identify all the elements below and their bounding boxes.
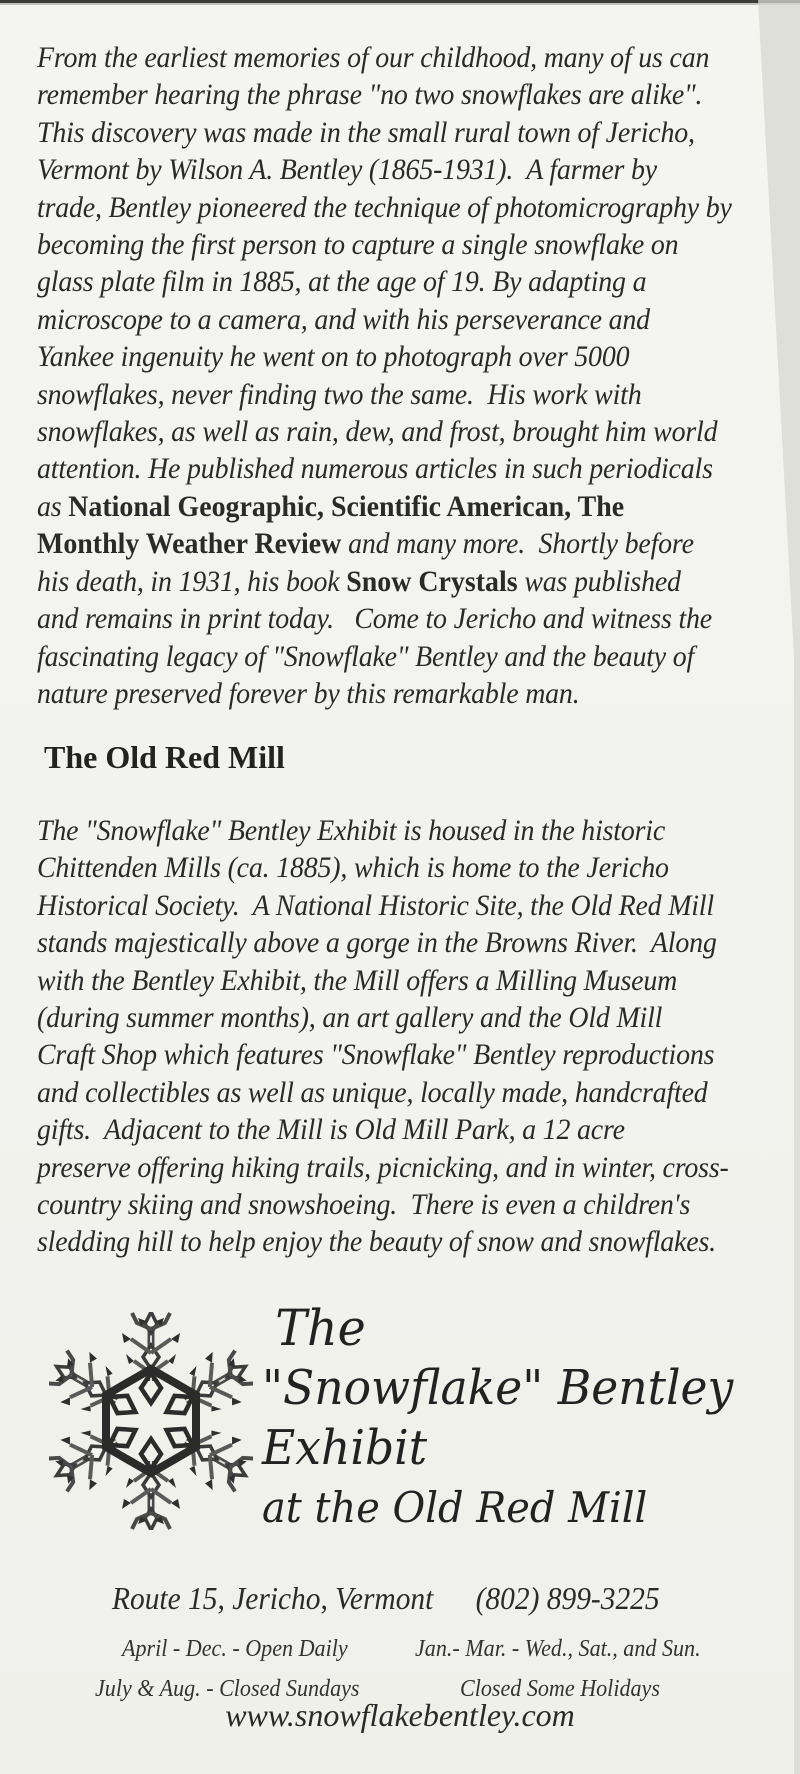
text-line: and remains in print today. Come to Jericho and witness the	[37, 602, 713, 636]
text-line: attention. He published numerous articles in such periodicals	[37, 452, 713, 486]
text-line: becoming the first person to capture a single snowflake on	[37, 228, 679, 262]
section-heading: The Old Red Mill	[44, 739, 285, 775]
text-line: country skiing and snowshoeing. There is even a children's	[37, 1188, 691, 1222]
text-line: Historical Society. A National Historic Site, the Old Red Mill	[37, 888, 714, 922]
text-line: This discovery was made in the small rural town of Jericho,	[37, 115, 695, 149]
title-line-exhibit: Exhibit	[262, 1420, 428, 1476]
hours-winter: Jan.- Mar. - Wed., Sat., and Sun.	[415, 1636, 701, 1662]
text-line: glass plate film in 1885, at the age of 19. By adapting a	[37, 265, 647, 299]
text-line: (during summer months), an art gallery and the Old Mill	[37, 1001, 663, 1035]
text-line: The "Snowflake" Bentley Exhibit is housed in the historic	[37, 814, 666, 847]
text-line: microscope to a camera, and with his perseverance and	[37, 302, 650, 336]
text-line: gifts. Adjacent to the Mill is Old Mill Park, a 12 acre	[37, 1113, 625, 1147]
text-line: remember hearing the phrase "no two snowflakes are alike".	[37, 78, 703, 112]
text-line: fascinating legacy of "Snowflake" Bentley and the beauty of	[37, 639, 695, 673]
exhibit-title	[262, 1298, 758, 1538]
text-line: trade, Bentley pioneered the technique of photomicrography by	[37, 190, 732, 224]
title-line-snowflake-bentley: "Snowflake" Bentley	[262, 1360, 734, 1416]
phone-number: (802) 899-3225	[475, 1580, 660, 1616]
about-paragraph	[37, 812, 753, 1261]
text-line: Monthly Weather Review and many more. Shortly before	[37, 527, 694, 561]
title-line-at-the-old-red-mill: at the Old Red Mill	[262, 1483, 648, 1532]
contact-line	[112, 1578, 660, 1618]
snowflake-icon	[49, 1312, 253, 1530]
text-line: stands majestically above a gorge in the Browns River. Along	[37, 926, 717, 960]
text-line: sledding hill to help enjoy the beauty of snow and snowflakes.	[37, 1225, 716, 1259]
intro-paragraph	[37, 39, 753, 712]
text-line: his death, in 1931, his book Snow Crystals was published	[37, 564, 681, 598]
text-line: Vermont by Wilson A. Bentley (1865-1931). A farmer by	[37, 153, 657, 187]
text-line: nature preserved forever by this remarkable man.	[37, 676, 580, 710]
text-line: Craft Shop which features "Snowflake" Bentley reproductions	[37, 1038, 715, 1072]
title-line-the: The	[275, 1299, 366, 1357]
text-line: and collectibles as well as unique, locally made, handcrafted	[37, 1075, 708, 1109]
website-url: www.snowflakebentley.com	[225, 1697, 575, 1733]
text-line: preserve offering hiking trails, picnicking, and in winter, cross-	[37, 1150, 729, 1184]
text-line: Chittenden Mills (ca. 1885), which is home to the Jericho	[37, 851, 669, 885]
text-line: snowflakes, as well as rain, dew, and frost, brought him world	[37, 415, 718, 449]
text-line: with the Bentley Exhibit, the Mill offers a Milling Museum	[37, 963, 678, 997]
text-line: Yankee ingenuity he went on to photograph over 5000	[37, 340, 630, 374]
scan-top-edge-shadow	[0, 3, 800, 5]
hours-summer: July & Aug. - Closed Sundays	[95, 1676, 360, 1702]
hours-spring-fall: April - Dec. - Open Daily	[122, 1636, 348, 1662]
hours-holidays: Closed Some Holidays	[460, 1676, 660, 1702]
text-line: as National Geographic, Scientific American, The	[37, 489, 625, 523]
text-line: From the earliest memories of our childhood, many of us can	[37, 41, 710, 74]
text-line: snowflakes, never finding two the same. His work with	[37, 377, 642, 411]
address-text: Route 15, Jericho, Vermont	[112, 1580, 434, 1616]
